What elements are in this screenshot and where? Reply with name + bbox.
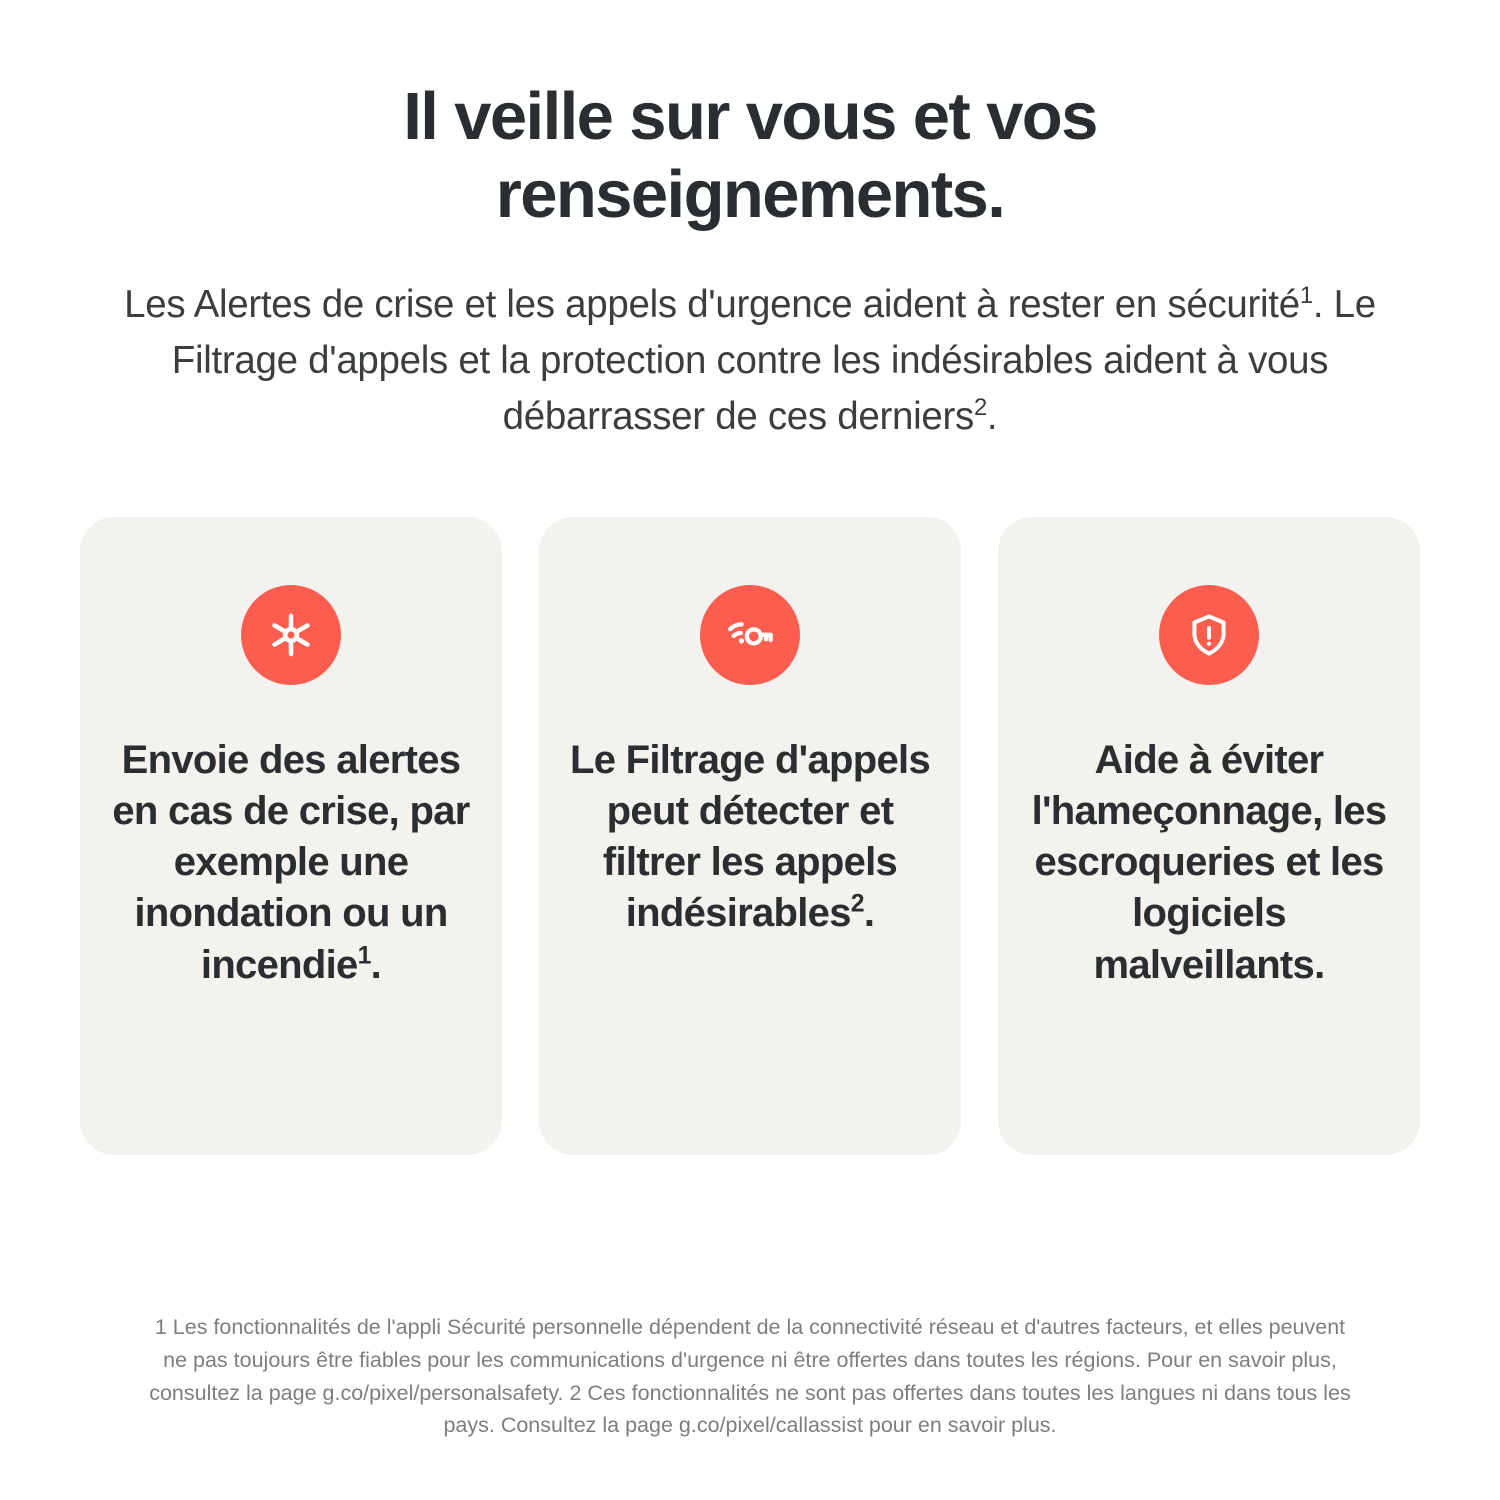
page-subheading xyxy=(102,277,1398,444)
page-title: Il veille sur vous et vos renseignements. xyxy=(403,79,1097,232)
feature-card-title-text: Envoie des alertes en cas de crise, par exemple une inondation ou un incendie xyxy=(112,737,470,987)
feature-card-title xyxy=(1028,735,1390,991)
feature-card-footnote-marker: 2 xyxy=(850,891,864,919)
feature-card-title-suffix: . xyxy=(370,942,382,987)
feature-card-crisis-alerts xyxy=(80,517,502,1155)
feature-card-list xyxy=(80,517,1420,1155)
feature-card-footnote-marker: 1 xyxy=(357,942,371,970)
feature-card-title-text: Le Filtrage d'appels peut détecter et filtrer les appels indésirables xyxy=(569,737,931,936)
feature-card-phishing-protection xyxy=(998,517,1420,1155)
subhead-part-1: Les Alertes de crise et les appels d'urgence aident à rester en sécurité xyxy=(124,283,1300,327)
subhead-footnote-marker-2: 2 xyxy=(973,394,987,422)
feature-card-title xyxy=(110,735,472,991)
feature-card-call-screening xyxy=(539,517,961,1155)
feature-card-title xyxy=(569,735,931,940)
subhead-part-3: . xyxy=(986,395,998,439)
shield-alert-icon xyxy=(1159,585,1259,685)
footnotes: 1 Les fonctionnalités de l'appli Sécurité personnelle dépendent de la connectivité réseau et d'autres facteurs, et elles peuvent ne pas toujours être fiables pour les communications d'urgence ni être offertes dans toutes les régions. Pour en savoir plus, consultez la page g.co/pixel/personalsafety. 2 Ces fonctionnalités ne sont pas offertes dans toutes les langues ni dans tous les pays. Consultez la page g.co/pixel/callassist pour en savoir plus. xyxy=(149,1315,1351,1438)
subhead-footnote-marker-1: 1 xyxy=(1299,282,1313,310)
subhead-part-2: . Le Filtrage d'appels et la protection contre les indésirables aident à vous débarrasser de ces derniers xyxy=(171,283,1376,439)
feature-card-title-suffix: . xyxy=(863,891,875,936)
crisis-alert-icon xyxy=(241,585,341,685)
call-screen-key-icon xyxy=(700,585,800,685)
feature-card-title-text: Aide à éviter l'hameçonnage, les escroqueries et les logiciels malveillants. xyxy=(1031,737,1387,987)
